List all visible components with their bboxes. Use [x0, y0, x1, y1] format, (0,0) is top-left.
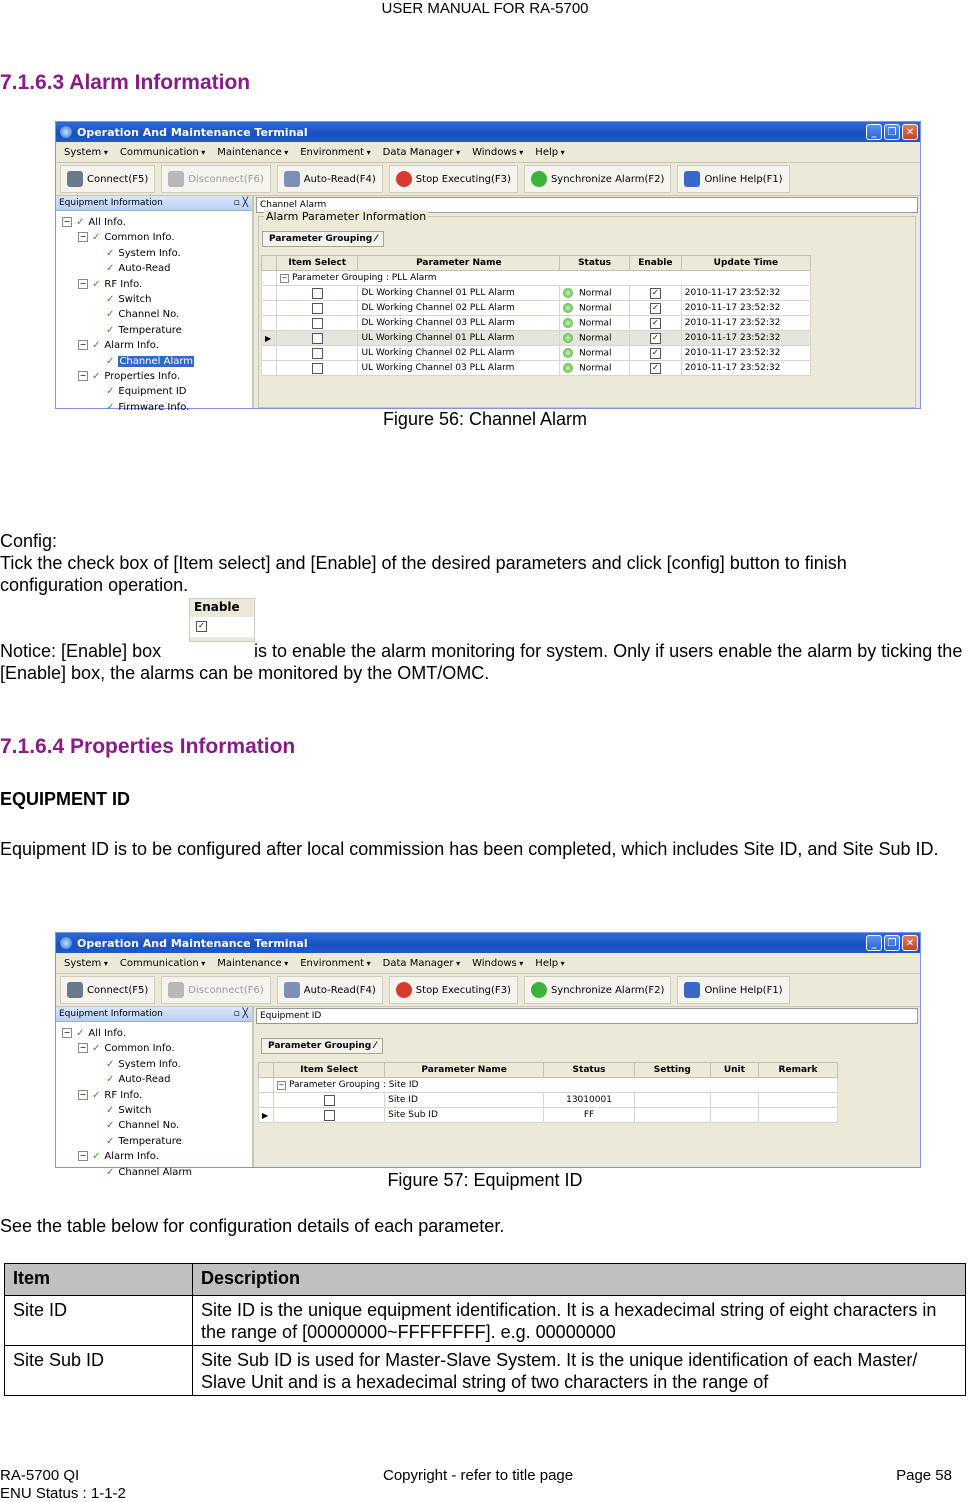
close-icon[interactable]: ✕: [902, 124, 918, 140]
group-row[interactable]: − Parameter Grouping : PLL Alarm: [262, 271, 811, 286]
equipment-tree: [56, 1022, 252, 1180]
equipment-panel: [56, 1007, 254, 1178]
equipment-id-table: [258, 1062, 838, 1123]
menu-help[interactable]: Help ▾: [535, 958, 564, 969]
stop-icon: [396, 982, 412, 998]
table-row[interactable]: DL Working Channel 02 PLL Alarm Normal ✓ 2010-11-17 23:52:32: [262, 301, 811, 316]
close-icon[interactable]: ✕: [902, 935, 918, 951]
disconnect-button[interactable]: Disconnect(F6): [161, 976, 270, 1004]
tree-item-auto-read[interactable]: ✓ Auto-Read: [106, 263, 171, 275]
col-unit[interactable]: Unit: [710, 1063, 758, 1078]
restore-icon[interactable]: ❐: [884, 124, 900, 140]
table-row: Site Sub ID Site Sub ID is used for Master-Slave System. It is the unique identification of each Master/ Slave Unit and is a hexadecimal string of two characters in the range of: [5, 1346, 966, 1396]
enable-checkbox[interactable]: ✓: [650, 348, 661, 359]
notice-prefix: Notice: [Enable] box: [0, 641, 162, 661]
disconnect-button[interactable]: Disconnect(F6): [161, 165, 270, 193]
equipment-panel-title: Equipment Information ▫ ╳: [56, 196, 252, 211]
content-panel: [254, 1007, 920, 1167]
tab-equipment-id[interactable]: Equipment ID: [256, 1008, 918, 1024]
equipment-panel-title: Equipment Information ▫ ╳: [56, 1007, 252, 1022]
minimize-icon[interactable]: _: [866, 124, 882, 140]
parameter-grouping-button[interactable]: Parameter Grouping ⁄: [261, 1038, 383, 1054]
auto-read-button[interactable]: Auto-Read(F4): [277, 165, 383, 193]
col-status[interactable]: Status: [544, 1063, 635, 1078]
toolbar: [56, 163, 920, 196]
tree-item-all-info[interactable]: − ✓ All Info.: [63, 217, 126, 228]
menu-data-manager[interactable]: Data Manager ▾: [383, 958, 460, 969]
item-select-checkbox[interactable]: [324, 1095, 335, 1106]
item-select-checkbox[interactable]: [312, 288, 323, 299]
menu-windows[interactable]: Windows ▾: [472, 147, 523, 158]
tree-item-switch[interactable]: ✓ Switch: [106, 1105, 152, 1117]
connect-button[interactable]: Connect(F5): [60, 976, 155, 1004]
connect-icon: [67, 171, 83, 187]
menu-system[interactable]: System ▾: [64, 147, 108, 158]
menu-environment[interactable]: Environment ▾: [300, 147, 370, 158]
window-title: Operation And Maintenance Terminal: [77, 936, 308, 950]
tree-item-system-info[interactable]: ✓ System Info.: [106, 247, 181, 259]
config-label: Config:: [0, 531, 58, 551]
col-enable[interactable]: Enable: [629, 256, 681, 271]
section-heading-alarm: 7.1.6.3 Alarm Information: [0, 71, 251, 94]
tab-channel-alarm[interactable]: Channel Alarm: [256, 197, 918, 213]
col-setting[interactable]: Setting: [634, 1063, 710, 1078]
tree-item-equipment-id[interactable]: ✓ Equipment ID: [106, 386, 187, 398]
footer-status: ENU Status : 1-1-2: [0, 1485, 126, 1502]
setting-cell[interactable]: [634, 1108, 710, 1123]
connect-icon: [67, 982, 83, 998]
tree-item-channel-alarm[interactable]: ✓ Channel Alarm: [106, 355, 194, 367]
online-help-button[interactable]: Online Help(F1): [677, 976, 789, 1004]
config-text: Tick the check box of [Item select] and [Enable] of the desired parameters and click [config] button to finish configuration operation.: [0, 553, 847, 595]
tree-item-rf-info[interactable]: − ✓ RF Info.: [79, 278, 143, 290]
screenshot-equipment-id: [55, 932, 921, 1178]
auto-read-icon: [284, 982, 300, 998]
col-parameter-name[interactable]: Parameter Name: [358, 256, 560, 271]
tree-item-system-info[interactable]: ✓ System Info.: [106, 1058, 181, 1070]
alarm-parameter-table: [261, 255, 811, 376]
toolbar: [56, 974, 920, 1007]
menu-system[interactable]: System ▾: [64, 958, 108, 969]
enable-checkbox[interactable]: ✓: [650, 303, 661, 314]
synchronize-alarm-button[interactable]: Synchronize Alarm(F2): [524, 165, 672, 193]
sync-icon: [531, 171, 547, 187]
setting-cell[interactable]: [634, 1093, 710, 1108]
tree-item-firmware-info[interactable]: ✓ Firmware Info.: [106, 401, 190, 413]
status-ok-icon: [563, 333, 573, 343]
footer-doc-id: RA-5700 QI: [0, 1467, 80, 1484]
tree-item-alarm-info[interactable]: − ✓ Alarm Info.: [79, 340, 159, 352]
see-table-text: See the table below for configuration details of each parameter.: [0, 1216, 505, 1236]
sync-icon: [531, 982, 547, 998]
menu-data-manager[interactable]: Data Manager ▾: [383, 147, 460, 158]
tree-item-channel-no[interactable]: ✓ Channel No.: [106, 309, 180, 321]
item-select-checkbox[interactable]: [312, 348, 323, 359]
table-row[interactable]: UL Working Channel 03 PLL Alarm Normal ✓ 2010-11-17 23:52:32: [262, 361, 811, 376]
table-row[interactable]: ▶ UL Working Channel 01 PLL Alarm Normal ✓ 2010-11-17 23:52:32: [262, 331, 811, 346]
running-header: USER MANUAL FOR RA-5700: [381, 0, 589, 17]
menu-help[interactable]: Help ▾: [535, 147, 564, 158]
table-row[interactable]: ▶ Site Sub ID FF: [259, 1108, 838, 1123]
tree-item-properties-info[interactable]: − ✓ Properties Info.: [79, 371, 181, 383]
enable-checkbox-icon: ✓: [196, 621, 207, 632]
enable-checkbox[interactable]: ✓: [650, 333, 661, 344]
equipment-id-subheading: EQUIPMENT ID: [0, 789, 131, 809]
table-row[interactable]: DL Working Channel 03 PLL Alarm Normal ✓ 2010-11-17 23:52:32: [262, 316, 811, 331]
col-parameter-name[interactable]: Parameter Name: [385, 1063, 544, 1078]
table-row[interactable]: Site ID 13010001: [259, 1093, 838, 1108]
parameter-description-table: [4, 1263, 966, 1396]
app-icon: [60, 937, 72, 949]
parameter-grouping-button[interactable]: Parameter Grouping ⁄: [262, 231, 384, 247]
section-heading-properties: 7.1.6.4 Properties Information: [0, 735, 296, 758]
menu-communication[interactable]: Communication ▾: [120, 958, 205, 969]
figure-57-caption: Figure 57: Equipment ID: [387, 1170, 583, 1190]
window-title: Operation And Maintenance Terminal: [77, 125, 308, 139]
table-row[interactable]: DL Working Channel 01 PLL Alarm Normal ✓ 2010-11-17 23:52:32: [262, 286, 811, 301]
equipment-tree: [56, 211, 252, 415]
app-icon: [60, 126, 72, 138]
tree-item-temperature[interactable]: ✓ Temperature: [106, 1135, 182, 1147]
item-select-checkbox[interactable]: [324, 1110, 335, 1121]
status-ok-icon: [563, 348, 573, 358]
menu-windows[interactable]: Windows ▾: [472, 958, 523, 969]
group-row[interactable]: − Parameter Grouping : Site ID: [259, 1078, 838, 1093]
tree-item-switch[interactable]: ✓ Switch: [106, 294, 152, 306]
equipment-id-text: Equipment ID is to be configured after local commission has been completed, which includes Site ID, and Site Sub ID.: [0, 839, 939, 859]
tree-item-common-info[interactable]: − ✓ Common Info.: [79, 232, 175, 244]
tree-item-alarm-info[interactable]: − ✓ Alarm Info.: [79, 1151, 159, 1163]
tree-item-channel-no[interactable]: ✓ Channel No.: [106, 1120, 180, 1132]
enable-checkbox[interactable]: ✓: [650, 363, 661, 374]
tree-item-channel-alarm[interactable]: ✓ Channel Alarm: [106, 1166, 193, 1178]
menu-communication[interactable]: Communication ▾: [120, 147, 205, 158]
item-select-checkbox[interactable]: [312, 333, 323, 344]
connect-button[interactable]: Connect(F5): [60, 165, 155, 193]
online-help-button[interactable]: Online Help(F1): [677, 165, 789, 193]
item-select-checkbox[interactable]: [312, 318, 323, 329]
menu-maintenance[interactable]: Maintenance ▾: [217, 147, 288, 158]
auto-read-button[interactable]: Auto-Read(F4): [277, 976, 383, 1004]
status-ok-icon: [563, 303, 573, 313]
help-icon: [684, 171, 700, 187]
menubar: [56, 142, 920, 163]
content-panel: [254, 196, 920, 408]
panel-pin-close-icon[interactable]: ▫ ╳: [233, 198, 248, 208]
figure-56-caption: Figure 56: Channel Alarm: [382, 409, 588, 429]
tree-item-all-info[interactable]: − ✓ All Info.: [63, 1028, 126, 1039]
window-titlebar: [56, 933, 920, 953]
col-remark[interactable]: Remark: [759, 1063, 838, 1078]
stop-icon: [396, 171, 412, 187]
tree-item-temperature[interactable]: ✓ Temperature: [106, 324, 182, 336]
window-titlebar: [56, 122, 920, 142]
screenshot-channel-alarm: [55, 121, 921, 413]
help-icon: [684, 982, 700, 998]
disconnect-icon: [168, 982, 184, 998]
disconnect-icon: [168, 171, 184, 187]
col-item-select[interactable]: Item Select: [277, 256, 358, 271]
table-header-description: Description: [193, 1264, 966, 1296]
stop-executing-button[interactable]: Stop Executing(F3): [389, 976, 518, 1004]
enable-column-image: Enable ✓: [189, 598, 255, 642]
tree-item-common-info[interactable]: − ✓ Common Info.: [79, 1043, 175, 1055]
group-title: Alarm Parameter Information: [266, 210, 427, 223]
stop-executing-button[interactable]: Stop Executing(F3): [389, 165, 518, 193]
tree-item-rf-info[interactable]: − ✓ RF Info.: [79, 1089, 143, 1101]
menubar: [56, 953, 920, 974]
status-ok-icon: [563, 318, 573, 328]
table-row: Site ID Site ID is the unique equipment identification. It is a hexadecimal string of eight characters in the range of [00000000~FFFFFFFF]. e.g. 00000000: [5, 1296, 966, 1346]
enable-checkbox[interactable]: ✓: [650, 318, 661, 329]
table-header-item: Item: [5, 1264, 193, 1296]
item-select-checkbox[interactable]: [312, 303, 323, 314]
restore-icon[interactable]: ❐: [884, 935, 900, 951]
status-ok-icon: [563, 363, 573, 373]
footer-copyright: Copyright - refer to title page: [383, 1467, 574, 1484]
synchronize-alarm-button[interactable]: Synchronize Alarm(F2): [524, 976, 672, 1004]
alarm-parameter-group: [258, 210, 916, 408]
col-status[interactable]: Status: [560, 256, 630, 271]
minimize-icon[interactable]: _: [866, 935, 882, 951]
enable-checkbox[interactable]: ✓: [650, 288, 661, 299]
equipment-panel: [56, 196, 254, 413]
col-item-select[interactable]: Item Select: [274, 1063, 385, 1078]
menu-environment[interactable]: Environment ▾: [300, 958, 370, 969]
auto-read-icon: [284, 171, 300, 187]
menu-maintenance[interactable]: Maintenance ▾: [217, 958, 288, 969]
panel-pin-close-icon[interactable]: ▫ ╳: [233, 1009, 248, 1019]
table-row[interactable]: UL Working Channel 02 PLL Alarm Normal ✓ 2010-11-17 23:52:32: [262, 346, 811, 361]
item-select-checkbox[interactable]: [312, 363, 323, 374]
col-update-time[interactable]: Update Time: [681, 256, 810, 271]
notice-text: is to enable the alarm monitoring for system. Only if users enable the alarm by ticking the [Enable] box, the alarms can be monitored by the OMT/OMC.: [0, 641, 963, 683]
footer-page-number: Page 58: [896, 1467, 952, 1484]
tree-item-auto-read[interactable]: ✓ Auto-Read: [106, 1074, 171, 1086]
status-ok-icon: [563, 288, 573, 298]
